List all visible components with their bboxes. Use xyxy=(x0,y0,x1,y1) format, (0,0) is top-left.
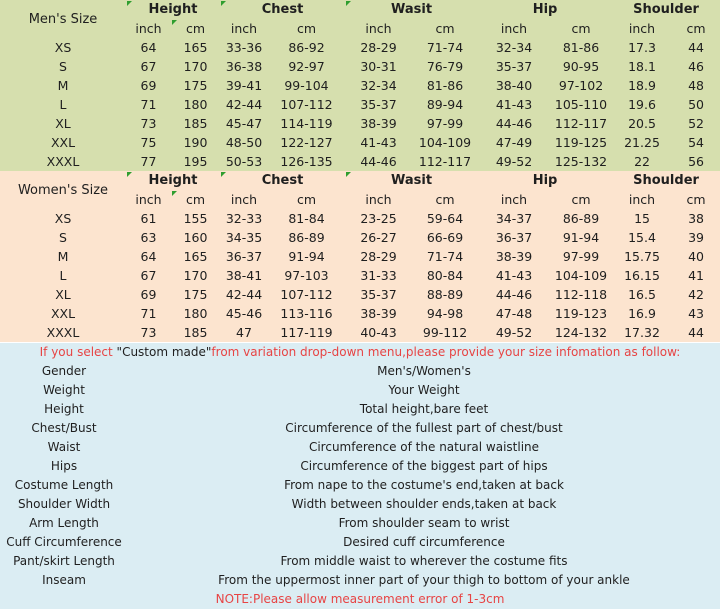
size-value-cell: 47 xyxy=(236,325,252,340)
size-value-cell: 71 xyxy=(140,306,157,321)
size-value-cell: 64 xyxy=(140,249,157,264)
size-value-cell: 42 xyxy=(688,287,704,302)
table-row xyxy=(0,266,720,285)
size-value-cell: 180 xyxy=(183,97,208,112)
size-value-cell: 86-89 xyxy=(562,211,600,226)
size-value-cell: 44-46 xyxy=(495,116,533,131)
size-value-cell: 38 xyxy=(688,211,704,226)
size-value-cell: 105-110 xyxy=(554,97,608,112)
size-label: M xyxy=(57,249,69,264)
size-value-cell: 99-112 xyxy=(422,325,468,340)
size-label: XXXL xyxy=(46,154,80,169)
instruction-row xyxy=(0,457,720,476)
size-value-cell: 33-36 xyxy=(225,40,263,55)
instruction-row xyxy=(0,495,720,514)
size-value-cell: 44-46 xyxy=(360,154,397,169)
unit-header: cm xyxy=(686,21,706,36)
size-value-cell: 80-84 xyxy=(426,268,464,283)
instruction-row xyxy=(0,552,720,571)
size-value-cell: 71-74 xyxy=(426,249,464,264)
table-row xyxy=(0,133,720,152)
instruction-label: Waist xyxy=(47,440,81,454)
size-value-cell: 81-86 xyxy=(562,40,600,55)
group-header-label: Height xyxy=(148,173,198,188)
size-value-cell: 46 xyxy=(688,59,704,74)
intro-quoted-text: "Custom made" xyxy=(116,345,212,359)
instruction-row xyxy=(0,362,720,381)
size-value-cell: 38-40 xyxy=(495,78,533,93)
size-value-cell: 17.32 xyxy=(624,325,660,340)
group-header-hip xyxy=(478,171,612,190)
instruction-label: Pant/skirt Length xyxy=(13,554,115,568)
size-value-cell: 119-123 xyxy=(554,306,608,321)
table-row xyxy=(0,57,720,76)
mens-section-label: Men's Size xyxy=(28,11,98,27)
size-value-cell: 122-127 xyxy=(280,135,333,150)
size-value-cell: 42-44 xyxy=(225,287,263,302)
size-value-cell: 49-52 xyxy=(495,325,533,340)
size-value-cell: 56 xyxy=(688,154,704,169)
size-value-cell: 32-34 xyxy=(360,78,397,93)
size-value-cell: 160 xyxy=(183,230,208,245)
size-value-cell: 42-44 xyxy=(225,97,263,112)
green-corner-flag-icon xyxy=(221,1,226,6)
size-value-cell: 28-29 xyxy=(360,249,397,264)
size-value-cell: 43 xyxy=(688,306,704,321)
instruction-label: Costume Length xyxy=(14,478,114,492)
group-header-shoulder xyxy=(612,0,720,19)
instruction-label: Hips xyxy=(50,459,78,473)
unit-header: inch xyxy=(500,21,528,36)
size-value-cell: 89-94 xyxy=(426,97,464,112)
table-row xyxy=(0,95,720,114)
size-value-cell: 75 xyxy=(140,135,157,150)
group-header-row xyxy=(0,171,720,190)
size-value-cell: 67 xyxy=(140,59,157,74)
unit-header: inch xyxy=(135,21,162,36)
size-value-cell: 67 xyxy=(140,268,157,283)
size-value-cell: 36-37 xyxy=(495,230,533,245)
size-value-cell: 52 xyxy=(688,116,704,131)
size-value-cell: 86-92 xyxy=(288,40,325,55)
size-value-cell: 61 xyxy=(140,211,157,226)
instruction-row xyxy=(0,438,720,457)
size-value-cell: 38-39 xyxy=(360,116,397,131)
instruction-label: Height xyxy=(44,402,84,416)
unit-header: inch xyxy=(628,192,656,207)
size-value-cell: 41 xyxy=(688,268,704,283)
instruction-desc: From shoulder seam to wrist xyxy=(338,516,510,530)
table-row xyxy=(0,152,720,171)
instruction-row xyxy=(0,381,720,400)
size-value-cell: 47-49 xyxy=(495,135,533,150)
size-value-cell: 20.5 xyxy=(628,116,656,131)
size-label: M xyxy=(57,78,69,93)
size-value-cell: 66-69 xyxy=(426,230,464,245)
size-value-cell: 92-97 xyxy=(288,59,325,74)
size-value-cell: 114-119 xyxy=(280,116,333,131)
group-header-chest xyxy=(220,171,345,190)
size-value-cell: 165 xyxy=(183,249,208,264)
instruction-desc: Circumference of the natural waistline xyxy=(308,440,540,454)
size-value-cell: 34-35 xyxy=(225,230,263,245)
size-value-cell: 15 xyxy=(634,211,650,226)
size-value-cell: 45-46 xyxy=(225,306,263,321)
size-label: XXXL xyxy=(46,325,80,340)
group-header-label: Chest xyxy=(261,173,304,188)
instruction-desc: From the uppermost inner part of your thigh to bottom of your ankle xyxy=(218,573,630,587)
size-value-cell: 185 xyxy=(183,325,208,340)
instruction-desc: Circumference of the fullest part of chest/bust xyxy=(285,421,563,435)
group-header-label: Shoulder xyxy=(633,2,699,17)
table-row xyxy=(0,228,720,247)
size-value-cell: 26-27 xyxy=(360,230,397,245)
size-value-cell: 71 xyxy=(140,97,157,112)
size-value-cell: 73 xyxy=(140,325,157,340)
instruction-desc: From nape to the costume's end,taken at back xyxy=(284,478,564,492)
group-header-label: Wasit xyxy=(390,173,433,188)
group-header-label: Wasit xyxy=(390,2,433,17)
size-value-cell: 175 xyxy=(183,287,208,302)
size-value-cell: 180 xyxy=(183,306,208,321)
custom-instructions-section xyxy=(0,342,720,609)
womens-size-table xyxy=(0,171,720,342)
group-header-label: Shoulder xyxy=(633,173,699,188)
size-value-cell: 36-38 xyxy=(225,59,263,74)
unit-header: cm xyxy=(571,192,591,207)
unit-header: cm xyxy=(296,192,317,207)
instruction-label: Weight xyxy=(43,383,85,397)
size-value-cell: 44 xyxy=(688,40,704,55)
size-value-cell: 99-104 xyxy=(284,78,329,93)
unit-header: inch xyxy=(365,192,392,207)
instruction-label: Arm Length xyxy=(29,516,99,530)
size-label: S xyxy=(59,59,67,74)
unit-header-label: cm xyxy=(185,192,206,207)
mens-size-table xyxy=(0,0,720,171)
size-value-cell: 41-43 xyxy=(495,97,533,112)
size-value-cell: 21.25 xyxy=(624,135,660,150)
unit-header: cm xyxy=(435,21,455,36)
size-value-cell: 40 xyxy=(688,249,704,264)
green-corner-flag-icon xyxy=(127,1,132,6)
unit-header: cm xyxy=(686,192,706,207)
instruction-label: Cuff Circumference xyxy=(6,535,122,549)
instruction-label: Gender xyxy=(41,364,87,378)
size-value-cell: 88-89 xyxy=(426,287,464,302)
instruction-row xyxy=(0,514,720,533)
unit-header: inch xyxy=(628,21,656,36)
measurement-note: NOTE:Please allow measurement error of 1-3cm xyxy=(215,592,505,606)
unit-header: inch xyxy=(135,192,162,207)
size-value-cell: 97-99 xyxy=(562,249,600,264)
size-value-cell: 28-29 xyxy=(360,40,397,55)
instruction-desc: Desired cuff circumference xyxy=(343,535,505,549)
size-value-cell: 59-64 xyxy=(426,211,464,226)
size-value-cell: 170 xyxy=(183,268,208,283)
group-header-label: Height xyxy=(148,2,198,17)
size-value-cell: 112-117 xyxy=(418,154,472,169)
size-label: L xyxy=(59,97,67,112)
green-corner-flag-icon xyxy=(172,191,177,196)
size-value-cell: 117-119 xyxy=(280,325,333,340)
size-value-cell: 23-25 xyxy=(360,211,397,226)
table-row xyxy=(0,76,720,95)
size-value-cell: 19.6 xyxy=(628,97,656,112)
size-value-cell: 195 xyxy=(183,154,208,169)
unit-header xyxy=(171,19,220,38)
size-value-cell: 81-84 xyxy=(288,211,325,226)
size-value-cell: 48 xyxy=(688,78,704,93)
size-value-cell: 30-31 xyxy=(360,59,397,74)
size-value-cell: 15.75 xyxy=(624,249,660,264)
size-value-cell: 107-112 xyxy=(280,97,333,112)
size-value-cell: 48-50 xyxy=(225,135,263,150)
unit-header: cm xyxy=(571,21,591,36)
intro-suffix: from variation drop-down menu,please provide your size infomation as follow: xyxy=(211,345,681,359)
group-header-waist xyxy=(345,171,478,190)
size-value-cell: 16.5 xyxy=(628,287,656,302)
size-value-cell: 50 xyxy=(688,97,704,112)
size-value-cell: 22 xyxy=(634,154,650,169)
size-value-cell: 41-43 xyxy=(360,135,397,150)
size-value-cell: 125-132 xyxy=(554,154,608,169)
size-value-cell: 73 xyxy=(140,116,157,131)
size-value-cell: 119-125 xyxy=(554,135,608,150)
size-value-cell: 50-53 xyxy=(225,154,263,169)
size-value-cell: 41-43 xyxy=(495,268,533,283)
size-value-cell: 17.3 xyxy=(628,40,656,55)
size-value-cell: 69 xyxy=(140,78,157,93)
instruction-desc: Your Weight xyxy=(388,383,460,397)
size-value-cell: 15.4 xyxy=(628,230,656,245)
size-value-cell: 38-41 xyxy=(225,268,263,283)
group-header-label: Hip xyxy=(532,173,558,188)
group-header-waist xyxy=(345,0,478,19)
size-value-cell: 112-117 xyxy=(554,116,608,131)
intro-prefix: If you select xyxy=(39,345,117,359)
instruction-row xyxy=(0,419,720,438)
group-header-hip xyxy=(478,0,612,19)
size-value-cell: 185 xyxy=(183,116,208,131)
size-value-cell: 90-95 xyxy=(562,59,600,74)
size-label: XXL xyxy=(50,135,76,150)
size-value-cell: 126-135 xyxy=(280,154,333,169)
instruction-desc: From middle waist to wherever the costume fits xyxy=(280,554,568,568)
size-value-cell: 38-39 xyxy=(360,306,397,321)
size-value-cell: 34-37 xyxy=(495,211,533,226)
size-value-cell: 32-33 xyxy=(225,211,263,226)
instruction-label: Shoulder Width xyxy=(17,497,111,511)
size-value-cell: 54 xyxy=(688,135,704,150)
green-corner-flag-icon xyxy=(346,172,351,177)
table-row xyxy=(0,114,720,133)
size-value-cell: 71-74 xyxy=(426,40,464,55)
size-value-cell: 112-118 xyxy=(554,287,608,302)
green-corner-flag-icon xyxy=(172,20,177,25)
size-value-cell: 76-79 xyxy=(426,59,464,74)
size-value-cell: 44-46 xyxy=(495,287,533,302)
size-label: XL xyxy=(55,287,71,302)
table-row xyxy=(0,285,720,304)
size-value-cell: 104-109 xyxy=(554,268,608,283)
instruction-row xyxy=(0,533,720,552)
size-value-cell: 35-37 xyxy=(360,97,397,112)
size-label: S xyxy=(59,230,67,245)
size-value-cell: 36-37 xyxy=(225,249,263,264)
instruction-desc: Men's/Women's xyxy=(377,364,471,378)
group-header-label: Chest xyxy=(261,2,304,17)
unit-header xyxy=(171,190,220,209)
unit-header: inch xyxy=(230,192,258,207)
size-label: XS xyxy=(54,211,72,226)
instruction-row xyxy=(0,476,720,495)
size-value-cell: 38-39 xyxy=(495,249,533,264)
size-value-cell: 39 xyxy=(688,230,704,245)
size-value-cell: 81-86 xyxy=(426,78,464,93)
size-value-cell: 47-48 xyxy=(495,306,533,321)
size-value-cell: 40-43 xyxy=(360,325,397,340)
unit-header: inch xyxy=(230,21,258,36)
size-value-cell: 155 xyxy=(183,211,208,226)
custom-intro-line xyxy=(0,343,720,362)
group-header-label: Hip xyxy=(532,2,558,17)
size-label: XS xyxy=(54,40,72,55)
size-value-cell: 64 xyxy=(140,40,157,55)
size-value-cell: 35-37 xyxy=(360,287,397,302)
instruction-label: Chest/Bust xyxy=(31,421,97,435)
table-row xyxy=(0,304,720,323)
size-value-cell: 45-47 xyxy=(225,116,263,131)
green-corner-flag-icon xyxy=(127,172,132,177)
size-value-cell: 175 xyxy=(183,78,208,93)
unit-header-label: cm xyxy=(185,21,206,36)
table-row xyxy=(0,323,720,342)
womens-section-label: Women's Size xyxy=(17,182,109,198)
size-value-cell: 97-103 xyxy=(284,268,329,283)
size-label: XL xyxy=(55,116,71,131)
size-value-cell: 77 xyxy=(140,154,157,169)
size-label: XXL xyxy=(50,306,76,321)
size-value-cell: 190 xyxy=(183,135,208,150)
group-header-height xyxy=(126,0,220,19)
instruction-row xyxy=(0,571,720,590)
size-value-cell: 86-89 xyxy=(288,230,325,245)
size-value-cell: 165 xyxy=(183,40,208,55)
unit-header: cm xyxy=(296,21,317,36)
size-label: L xyxy=(59,268,67,283)
size-value-cell: 107-112 xyxy=(280,287,333,302)
group-header-chest xyxy=(220,0,345,19)
size-value-cell: 31-33 xyxy=(360,268,397,283)
group-header-row xyxy=(0,0,720,19)
size-value-cell: 16.15 xyxy=(624,268,660,283)
unit-header: cm xyxy=(435,192,455,207)
size-value-cell: 97-102 xyxy=(558,78,604,93)
table-row xyxy=(0,209,720,228)
instruction-label: Inseam xyxy=(42,573,86,587)
instruction-desc: Width between shoulder ends,taken at back xyxy=(291,497,557,511)
green-corner-flag-icon xyxy=(346,1,351,6)
instruction-row xyxy=(0,400,720,419)
size-value-cell: 49-52 xyxy=(495,154,533,169)
size-value-cell: 113-116 xyxy=(280,306,333,321)
instruction-desc: Total height,bare feet xyxy=(359,402,489,416)
instruction-desc: Circumference of the biggest part of hips xyxy=(300,459,548,473)
size-value-cell: 91-94 xyxy=(562,230,600,245)
size-value-cell: 69 xyxy=(140,287,157,302)
size-value-cell: 39-41 xyxy=(225,78,263,93)
group-header-shoulder xyxy=(612,171,720,190)
size-value-cell: 124-132 xyxy=(554,325,608,340)
table-row xyxy=(0,247,720,266)
size-value-cell: 91-94 xyxy=(288,249,325,264)
size-value-cell: 18.1 xyxy=(628,59,656,74)
size-value-cell: 18.9 xyxy=(628,78,656,93)
size-value-cell: 16.9 xyxy=(628,306,656,321)
size-value-cell: 97-99 xyxy=(426,116,464,131)
size-value-cell: 35-37 xyxy=(495,59,533,74)
unit-header: inch xyxy=(365,21,392,36)
green-corner-flag-icon xyxy=(221,172,226,177)
size-value-cell: 170 xyxy=(183,59,208,74)
size-value-cell: 104-109 xyxy=(418,135,472,150)
size-value-cell: 32-34 xyxy=(495,40,533,55)
unit-header: inch xyxy=(500,192,528,207)
size-value-cell: 44 xyxy=(688,325,704,340)
table-row xyxy=(0,38,720,57)
size-value-cell: 63 xyxy=(140,230,157,245)
size-value-cell: 94-98 xyxy=(426,306,464,321)
group-header-height xyxy=(126,171,220,190)
